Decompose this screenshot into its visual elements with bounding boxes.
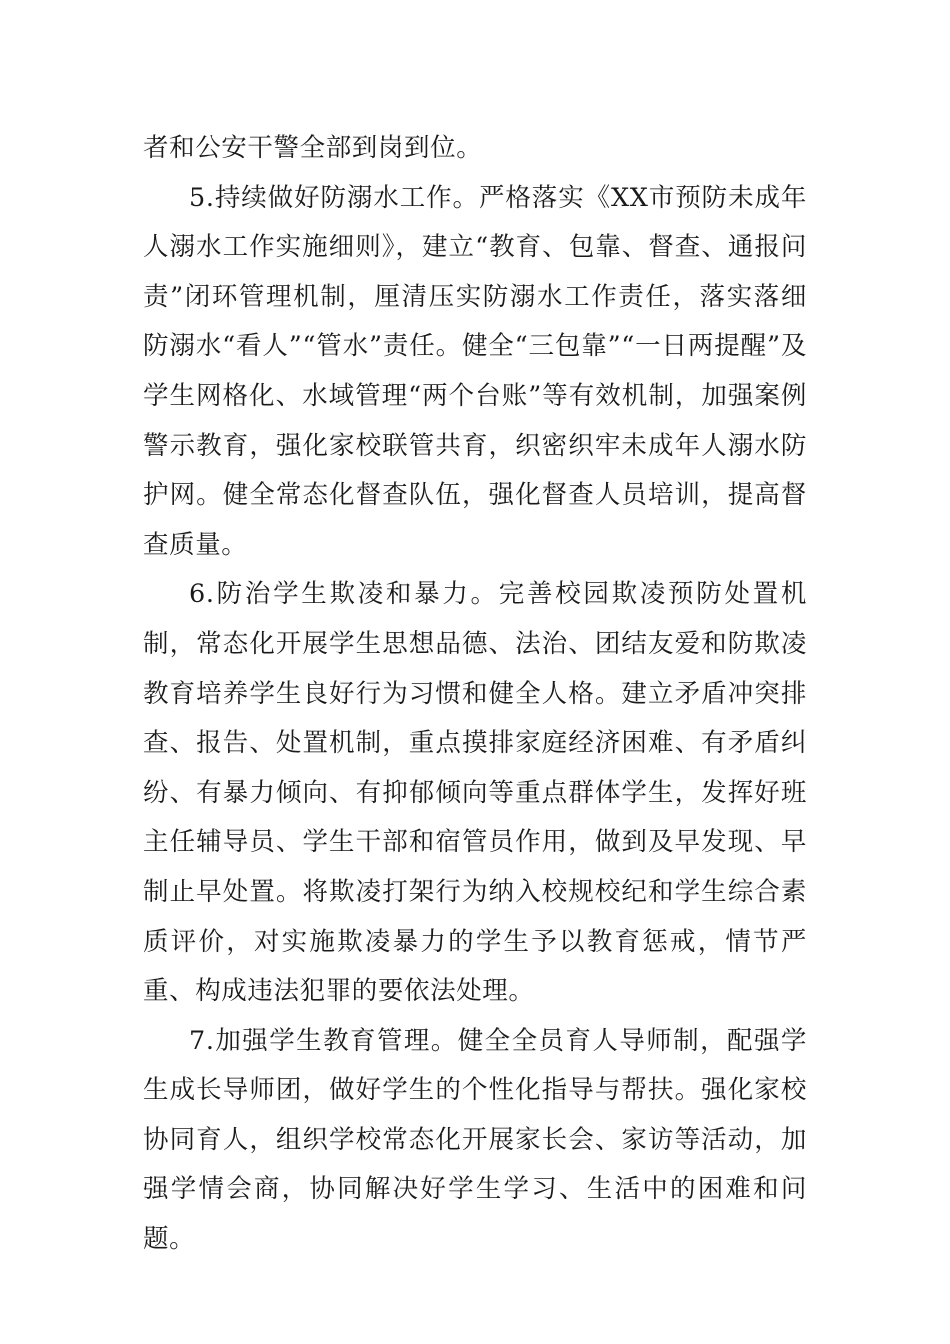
paragraph-continuation: 者和公安干警全部到岗到位。	[143, 133, 483, 163]
paragraph-item-6-bullying-prevention: 6.防治学生欺凌和暴力。完善校园欺凌预防处置机制，常态化开展学生思想品德、法治、团结友爱和防欺凌教育培养学生良好行为习惯和健全人格。建立矛盾冲突排查、报告、处置机制，重点摸排家庭经济困难、有矛盾纠纷、有暴力倾向、有抑郁倾向等重点群体学生，发挥好班主任辅导员、学生干部和宿管员作用，做到及早发现、早制止早处置。将欺凌打架行为纳入校规校纪和学生综合素质评价，对实施欺凌暴力的学生予以教育惩戒，情节严重、构成违法犯罪的要依法处理。	[143, 579, 807, 1007]
paragraph-item-5-drowning-prevention: 5.持续做好防溺水工作。严格落实《XX市预防未成年人溺水工作实施细则》，建立“教育、包靠、督查、通报问责”闭环管理机制，厘清压实防溺水工作责任，落实落细防溺水“看人”“管水”责任。健全“三包靠”“一日两提醒”及学生网格化、水域管理“两个台账”等有效机制，加强案例警示教育，强化家校联管共育，织密织牢未成年人溺水防护网。健全常态化督查队伍，强化督查人员培训，提高督查质量。	[143, 182, 807, 560]
document-body	[143, 124, 807, 1265]
paragraph-item-7-student-management: 7.加强学生教育管理。健全全员育人导师制，配强学生成长导师团，做好学生的个性化指导与帮扶。强化家校协同育人，组织学校常态化开展家长会、家访等活动，加强学情会商，协同解决好学生学习、生活中的困难和问题。	[143, 1025, 807, 1255]
